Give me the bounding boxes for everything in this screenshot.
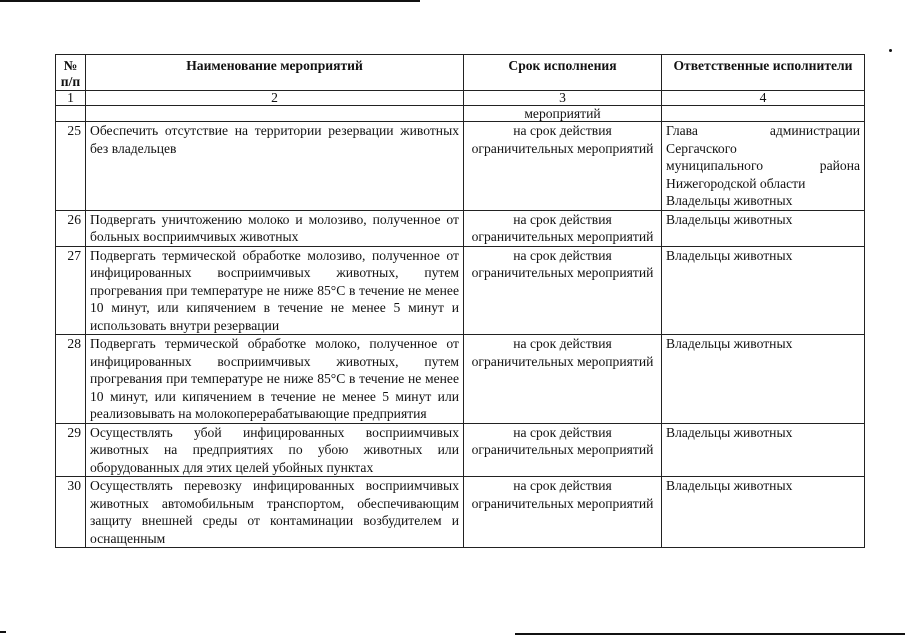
responsible-line: Владельцы животных: [666, 193, 793, 208]
table-row: [56, 477, 865, 548]
measure-name: Обеспечить отсутствие на территории резервации животных без владельцев: [86, 122, 464, 211]
scan-edge-bottom-left: [0, 631, 6, 633]
measure-responsible: Владельцы животных: [662, 477, 865, 548]
measure-term: на срок действия ограничительных мероприятий: [464, 246, 662, 335]
measure-responsible: [662, 122, 865, 211]
measure-responsible: Владельцы животных: [662, 423, 865, 477]
row-number: 27: [56, 246, 86, 335]
row-number: 26: [56, 210, 86, 246]
column-index: 4: [662, 91, 865, 106]
measure-responsible: Владельцы животных: [662, 246, 865, 335]
table-row: [56, 423, 865, 477]
responsible-line: Нижегородской области: [666, 175, 806, 191]
responsible-line: Глава администрации: [666, 123, 860, 138]
measure-name: Подвергать уничтожению молоко и молозиво, полученное от больных восприимчивых животных: [86, 210, 464, 246]
measure-term: на срок действия ограничительных мероприятий: [464, 210, 662, 246]
responsible-line: муниципального района: [666, 158, 860, 173]
column-index-row: [56, 91, 865, 106]
measure-term: на срок действия ограничительных мероприятий: [464, 122, 662, 211]
measure-name: Подвергать термической обработке молоко, полученное от инфицированных восприимчивых животных, путем прогревания при температуре не ниже 85°С в течение не менее 10 минут, или кипячением в течение не менее 5 минут или реализовывать на молокоперерабатывающие предприятия: [86, 335, 464, 424]
table-header-row: [56, 55, 865, 91]
table-row: [56, 210, 865, 246]
table-row: [56, 246, 865, 335]
continuation-term: мероприятий: [464, 106, 662, 122]
measure-responsible: Владельцы животных: [662, 210, 865, 246]
measure-name: Осуществлять убой инфицированных восприимчивых животных на предприятиях по убою животных или оборудованных для этих целей убойных пунктах: [86, 423, 464, 477]
header-responsible: Ответственные исполнители: [662, 55, 865, 91]
responsible-line: Сергачского: [666, 140, 737, 156]
row-number: 25: [56, 122, 86, 211]
row-number: 30: [56, 477, 86, 548]
measure-term: на срок действия ограничительных мероприятий: [464, 423, 662, 477]
header-name: Наименование мероприятий: [86, 55, 464, 91]
scan-dot: [889, 49, 892, 52]
row-number: 28: [56, 335, 86, 424]
table-row: [56, 335, 865, 424]
measure-term: на срок действия ограничительных мероприятий: [464, 335, 662, 424]
scan-edge-bottom-right: [515, 633, 905, 635]
measure-name: Осуществлять перевозку инфицированных восприимчивых животных автомобильным транспортом, обеспечивающим защиту внешней среды от контаминации возбудителем и оснащенным: [86, 477, 464, 548]
table-row: [56, 122, 865, 211]
header-num: № п/п: [56, 55, 86, 91]
measure-responsible: Владельцы животных: [662, 335, 865, 424]
column-index: 1: [56, 91, 86, 106]
measure-name: Подвергать термической обработке молозиво, полученное от инфицированных восприимчивых животных, путем прогревания при температуре не ниже 85°С в течение не менее 10 минут, или кипячением в течение не менее 5 минут и использовать внутри резервации: [86, 246, 464, 335]
column-index: 2: [86, 91, 464, 106]
row-number: 29: [56, 423, 86, 477]
header-term: Срок исполнения: [464, 55, 662, 91]
measures-table: [55, 54, 865, 548]
measure-term: на срок действия ограничительных мероприятий: [464, 477, 662, 548]
continuation-row: [56, 106, 865, 122]
scan-edge-top: [0, 0, 420, 2]
column-index: 3: [464, 91, 662, 106]
